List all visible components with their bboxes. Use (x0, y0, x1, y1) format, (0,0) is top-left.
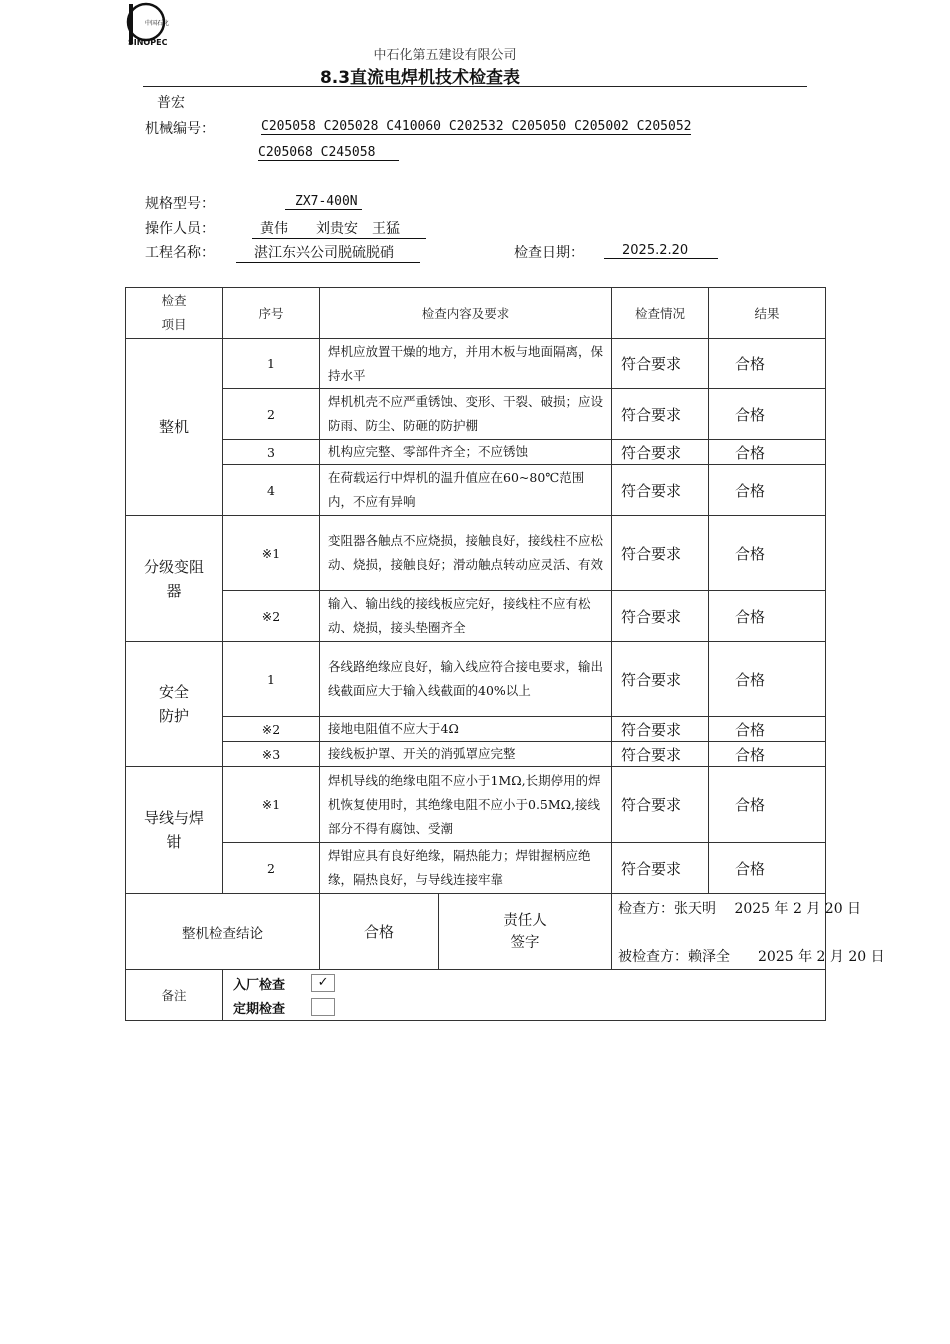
requirement-cell: 焊机应放置干燥的地方，并用木板与地面隔离，保持水平 (320, 339, 612, 389)
entry-check-row (233, 971, 825, 995)
model-label: 规格型号： (145, 196, 215, 212)
status-cell: 符合要求 (612, 717, 709, 742)
date-value: 2025.2.20 (604, 243, 718, 259)
table-row (126, 767, 826, 843)
svg-text:SINOPEC: SINOPEC (128, 38, 168, 46)
requirement-cell: 在荷载运行中焊机的温升值应在60~80℃范围内，不应有异响 (320, 465, 612, 516)
requirement-cell: 机构应完整、零部件齐全；不应锈蚀 (320, 440, 612, 465)
result-cell: 合格 (709, 465, 826, 516)
document-title: 8.3直流电焊机技术检查表 (319, 68, 521, 88)
status-cell: 符合要求 (612, 642, 709, 717)
requirement-cell: 焊钳应具有良好绝缘，隔热能力；焊钳握柄应绝缘，隔热良好，与导线连接牢靠 (320, 843, 612, 894)
conclusion-value: 合格 (320, 894, 439, 969)
result-cell: 合格 (709, 642, 826, 717)
header-content: 检查内容及要求 (320, 288, 612, 339)
requirement-cell: 接线板护罩、开关的消弧罩应完整 (320, 742, 612, 767)
conclusion-cell (320, 894, 612, 970)
result-cell: 合格 (709, 339, 826, 389)
category-cell: 导线与焊 钳 (126, 767, 223, 894)
seq-cell: 1 (223, 642, 320, 717)
model-value: ZX7-400N (285, 194, 362, 210)
status-cell: 符合要求 (612, 339, 709, 389)
status-cell: 符合要求 (612, 465, 709, 516)
header-result: 结果 (709, 288, 826, 339)
status-cell: 符合要求 (612, 767, 709, 843)
title-divider (143, 86, 807, 87)
result-cell: 合格 (709, 742, 826, 767)
date-label: 检查日期： (514, 245, 584, 261)
result-cell: 合格 (709, 591, 826, 642)
header-status: 检查情况 (612, 288, 709, 339)
table-row (126, 843, 826, 894)
remarks-row (126, 970, 826, 1021)
requirement-cell: 接地电阻值不应大于4Ω (320, 717, 612, 742)
status-cell: 符合要求 (612, 843, 709, 894)
operator-label: 操作人员： (145, 221, 215, 237)
inspection-table (125, 287, 885, 1021)
header-item: 检查 项目 (126, 288, 223, 339)
table-row (126, 389, 826, 440)
result-cell: 合格 (709, 516, 826, 591)
seq-cell: 2 (223, 843, 320, 894)
project-label: 工程名称： (145, 245, 215, 261)
remarks-label: 备注 (126, 970, 223, 1021)
status-cell: 符合要求 (612, 591, 709, 642)
entry-checkbox[interactable]: ✓ (311, 974, 335, 992)
result-cell: 合格 (709, 843, 826, 894)
seq-cell: ※3 (223, 742, 320, 767)
table-header-row (126, 288, 826, 339)
seq-cell: 3 (223, 440, 320, 465)
conclusion-label: 整机检查结论 (126, 894, 320, 970)
remarks-cell (223, 970, 826, 1021)
company-logo (124, 2, 170, 46)
table-row (126, 742, 826, 767)
table-row (126, 642, 826, 717)
machine-no-label: 机械编号： (145, 121, 215, 137)
table-row (126, 465, 826, 516)
periodic-check-label: 定期检查 (233, 1001, 286, 1017)
responsible-signature-label: 责任人 签字 (503, 912, 547, 951)
inspector-signature: 检查方：张天明 2025 年 2 月 20 日 (618, 901, 862, 917)
seq-cell: ※1 (223, 767, 320, 843)
result-cell: 合格 (709, 389, 826, 440)
requirement-cell: 焊机机壳不应严重锈蚀、变形、干裂、破损；应设防雨、防尘、防砸的防护棚 (320, 389, 612, 440)
requirement-cell: 各线路绝缘应良好，输入线应符合接电要求，输出线截面应大于输入线截面的40%以上 (320, 642, 612, 717)
svg-text:中国石化: 中国石化 (145, 20, 170, 27)
seq-cell: 1 (223, 339, 320, 389)
signature-cell (612, 894, 885, 970)
conclusion-row (126, 894, 826, 970)
category-cell: 整机 (126, 339, 223, 516)
company-name: 中石化第五建设有限公司 (373, 48, 517, 63)
seq-cell: 4 (223, 465, 320, 516)
result-cell: 合格 (709, 717, 826, 742)
table-row (126, 440, 826, 465)
result-cell: 合格 (709, 440, 826, 465)
machine-no-line2: C205068 C245058 (258, 145, 399, 161)
table-row (126, 591, 826, 642)
status-cell: 符合要求 (612, 516, 709, 591)
machine-no-line1: C205058 C205028 C410060 C202532 C205050 C205002 C205052 (261, 119, 692, 134)
result-cell: 合格 (709, 767, 826, 843)
seq-cell: ※2 (223, 717, 320, 742)
requirement-cell: 输入、输出线的接线板应完好，接线柱不应有松动、烧损，接头垫圈齐全 (320, 591, 612, 642)
category-cell: 安全 防护 (126, 642, 223, 767)
table-row (126, 516, 826, 591)
table-row (126, 339, 826, 389)
header-seq: 序号 (223, 288, 320, 339)
category-cell: 分级变阻 器 (126, 516, 223, 642)
periodic-check-row (233, 995, 825, 1019)
operator-value: 黄伟 刘贵安 王猛 (252, 218, 426, 239)
status-cell: 符合要求 (612, 440, 709, 465)
brand-label: 普宏 (157, 95, 185, 111)
inspected-signature: 被检查方：赖泽全 2025 年 2 月 20 日 (618, 949, 885, 965)
requirement-cell: 焊机导线的绝缘电阻不应小于1MΩ,长期停用的焊机恢复使用时，其绝缘电阻不应小于0.5MΩ,接线部分不得有腐蚀、受潮 (320, 767, 612, 843)
project-value: 湛江东兴公司脱硫脱硝 (236, 242, 420, 263)
table-row (126, 717, 826, 742)
status-cell: 符合要求 (612, 389, 709, 440)
status-cell: 符合要求 (612, 742, 709, 767)
periodic-checkbox[interactable] (311, 998, 335, 1016)
requirement-cell: 变阻器各触点不应烧损，接触良好，接线柱不应松动、烧损，接触良好；滑动触点转动应灵活、有效 (320, 516, 612, 591)
seq-cell: ※2 (223, 591, 320, 642)
seq-cell: ※1 (223, 516, 320, 591)
entry-check-label: 入厂检查 (233, 977, 286, 993)
seq-cell: 2 (223, 389, 320, 440)
